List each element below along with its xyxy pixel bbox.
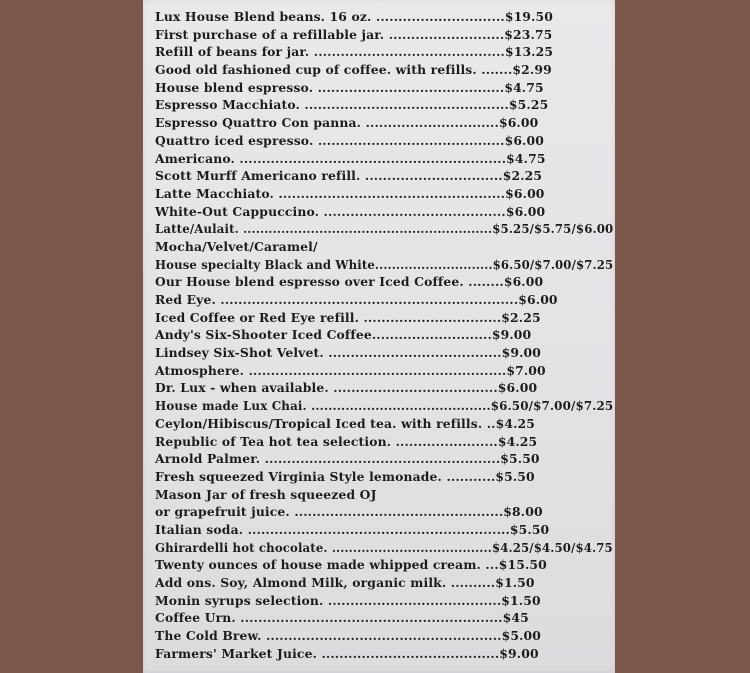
menu-item: Latte Macchiato. ...................................................$6.00 (155, 185, 545, 201)
menu-item: First purchase of a refillable jar. ..........................$23.75 (155, 26, 553, 42)
menu-item: Italian soda. ...........................................................$5.50 (155, 521, 550, 537)
menu-item: Farmers' Market Juice. ........................................$9.00 (155, 645, 539, 661)
menu-item: Andy's Six-Shooter Iced Coffee...........................$9.00 (155, 327, 532, 343)
menu-item: White-Out Cappuccino. .........................................$6.00 (155, 203, 546, 219)
menu-item: The Cold Brew. .....................................................$5.00 (155, 628, 541, 644)
menu-item: Iced Coffee or Red Eye refill. ...............................$2.25 (155, 309, 541, 325)
menu-item: Quattro iced espresso. ..........................................$6.00 (155, 132, 544, 148)
menu-item: Add ons. Soy, Almond Milk, organic milk. ..........$1.50 (155, 575, 535, 590)
menu-item: Red Eye. ...................................................................$6.00 (155, 292, 558, 307)
menu-item: Fresh squeezed Virginia Style lemonade. ...........$5.50 (155, 468, 535, 484)
menu-item: Lindsey Six-Shot Velvet. .......................................$9.00 (155, 345, 542, 361)
menu-item: Mason Jar of fresh squeezed OJ (155, 486, 377, 502)
menu-item: Atmosphere. ..........................................................$7.00 (155, 362, 546, 378)
menu-item: Our House blend espresso over Iced Coffee. ........$6.00 (155, 274, 544, 290)
menu-item: Scott Murff Americano refill. ...............................$2.25 (155, 168, 543, 184)
menu-item: Coffee Urn. ...........................................................$45 (155, 610, 529, 626)
menu-item: Espresso Macchiato. ..............................................$5.25 (155, 97, 549, 113)
menu-item: Republic of Tea hot tea selection. .......................$4.25 (155, 433, 538, 449)
menu-item: Twenty ounces of house made whipped cream. ...$15.50 (155, 557, 547, 573)
menu-item: Arnold Palmer. .....................................................$5.50 (155, 451, 540, 467)
menu-item: Latte/Aulait. ...........................................................$5.25/$5.75/$6.00 (155, 221, 614, 237)
menu-item: Americano. ............................................................$4.75 (155, 150, 546, 166)
menu-item: Dr. Lux - when available. .....................................$6.00 (155, 380, 538, 396)
menu-item: House made Lux Chai. ..........................................$6.50/$7.00/$7.25 (155, 398, 614, 414)
menu-paper (143, 0, 615, 673)
menu-item: Monin syrups selection. .......................................$1.50 (155, 592, 541, 608)
menu-item: or grapefruit juice. ...............................................$8.00 (155, 504, 543, 520)
price-list (155, 8, 615, 662)
menu-item: Mocha/Velvet/Caramel/ (155, 238, 318, 254)
menu-item: Ceylon/Hibiscus/Tropical Iced tea. with refills. ..$4.25 (155, 415, 535, 431)
menu-item: Refill of beans for jar. ...........................................$13.25 (155, 44, 554, 60)
menu-item: House blend espresso. ..........................................$4.75 (155, 79, 544, 95)
menu-item: Espresso Quattro Con panna. ..............................$6.00 (155, 115, 539, 131)
menu-item: Lux House Blend beans. 16 oz. .............................$19.50 (155, 9, 553, 24)
menu-item: House specialty Black and White............................$6.50/$7.00/$7.25 (155, 256, 614, 272)
menu-item: Ghirardelli hot chocolate. ......................................$4.25/$4.50/$4.75 (155, 539, 613, 555)
menu-item: Good old fashioned cup of coffee. with refills. .......$2.99 (155, 62, 552, 78)
